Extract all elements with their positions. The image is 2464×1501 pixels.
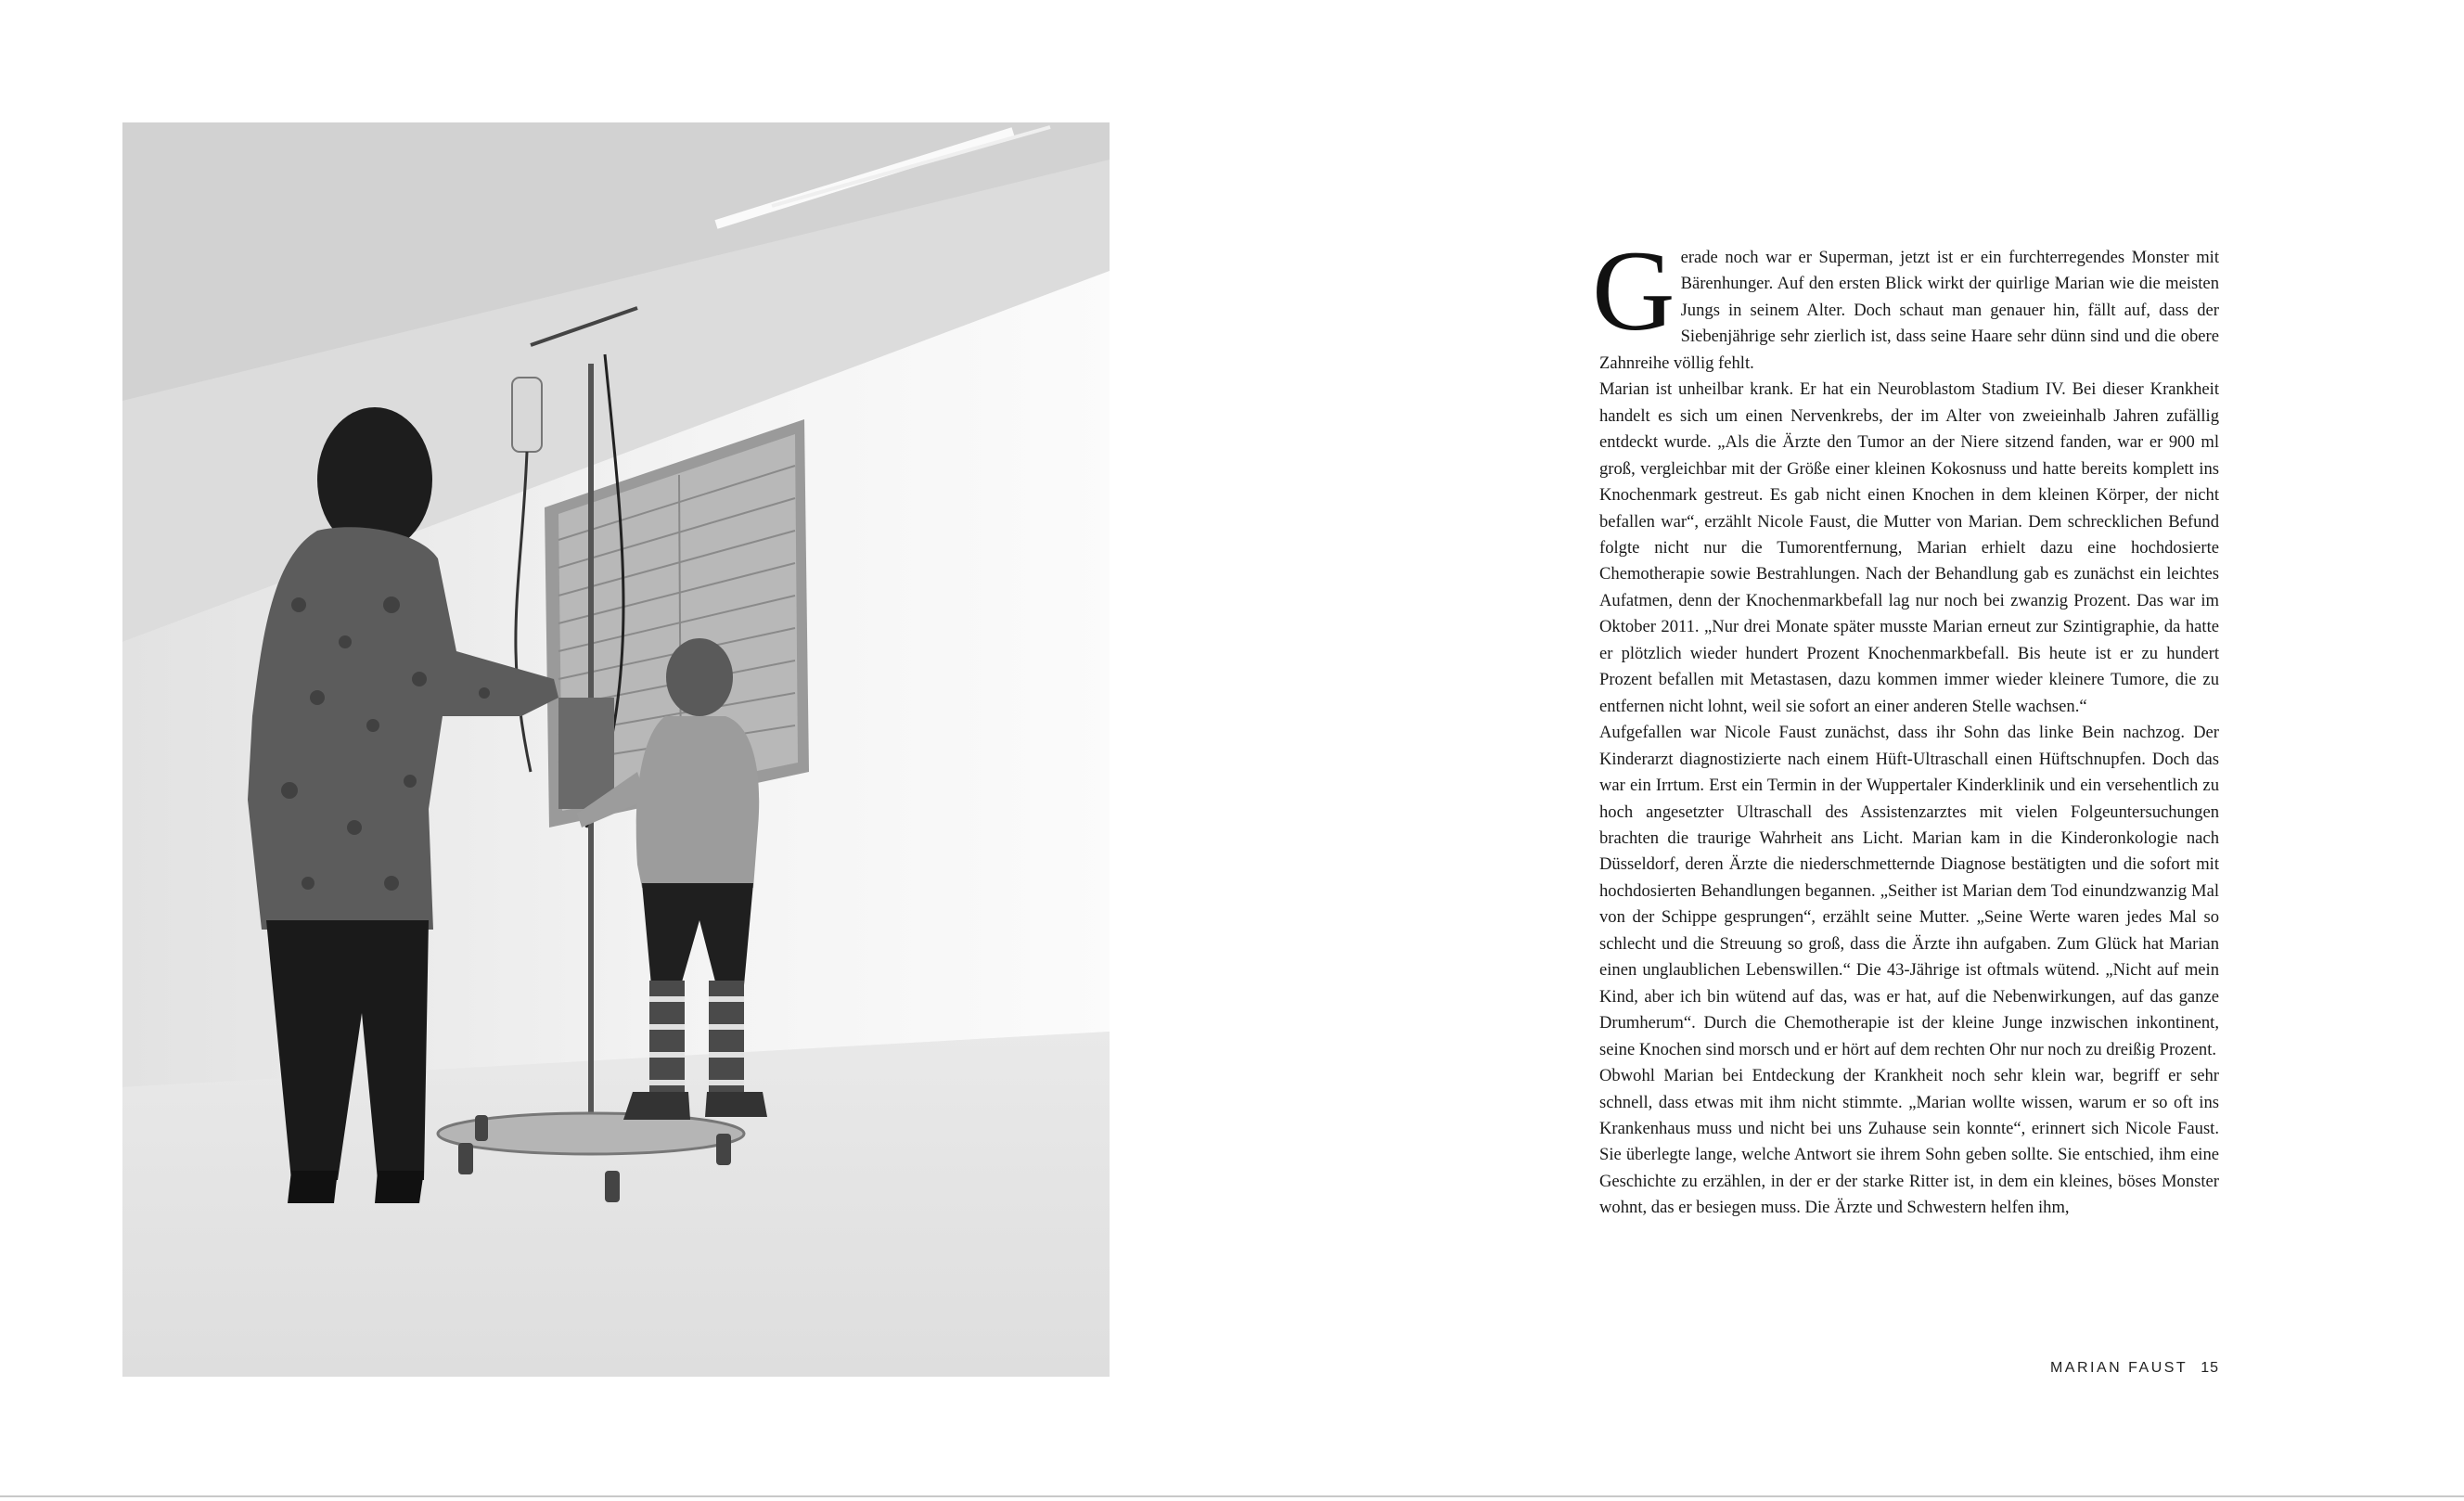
- hospital-corridor-photo-icon: [122, 122, 1110, 1377]
- article-paragraph: Marian ist unheilbar krank. Er hat ein Neuroblastom Stadium IV. Bei dieser Krankheit handelt es sich um einen Nervenkrebs, der im Alter von zweieinhalb Jahren zufällig entdeckt wurde. „Als die Ärzte den Tumor an der Niere sitzend fanden, war er 900 ml groß, vergleichbar mit der Größe einer kleinen Kokosnuss und hatte bereits komplett ins Knochenmark gestreut. Es gab nicht einen Knochen in dem kleinen Körper, der nicht befallen war“, erzählt Nicole Faust, die Mutter von Marian. Dem schrecklichen Befund folgte nicht nur die Tumorentfernung, Marian erhielt dazu eine hochdosierte Chemotherapie sowie Bestrahlungen. Nach der Behandlung gab es zunächst ein leichtes Aufatmen, denn der Knochenmarkbefall lag nur noch bei zwanzig Prozent. Das war im Oktober 2011. „Nur drei Monate später musste Marian erneut zur Szintigraphie, da hatte er plötzlich wieder hundert Prozent Knochenmarkbefall. Bis heute ist er zu hundert Prozent befallen mit Metastasen, dazu kommen immer wieder kleinere Tumore, die zu entfernen nicht lohnt, weil sie sofort an einer anderen Stelle wachsen.“: [1599, 379, 2219, 716]
- article-paragraph: Aufgefallen war Nicole Faust zunächst, dass ihr Sohn das linke Bein nachzog. Der Kinderarzt diagnostizierte nach einem Hüft-Ultraschall einen Hüftschnupfen. Doch das war ein Irrtum. Erst ein Termin in der Wuppertaler Kinderklinik und ein versehentlich zu hoch angesetzter Ultraschall des Assistenzarztes mit vielen Folgeuntersuchungen brachten die traurige Wahrheit ans Licht. Marian kam in die Kinderonkologie nach Düsseldorf, deren Ärzte die niederschmetternde Diagnose bestätigten und die sofort mit hochdosierten Behandlungen begannen. „Seither ist Marian dem Tod einundzwanzig Mal von der Schippe gesprungen“, erzählt seine Mutter. „Seine Werte waren jedes Mal so schlecht und die Streuung so groß, dass die Ärzte ihn aufgaben. Zum Glück hat Marian einen unglaublichen Lebenswillen.“ Die 43-Jährige ist oftmals wütend. „Nicht auf mein Kind, aber ich bin wütend auf das, was er hat, auf die Nebenwirkungen, auf das ganze Drumherum“. Durch die Chemotherapie ist der kleine Junge inzwischen inkontinent, seine Knochen sind morsch und er hört auf dem rechten Ohr nur noch zu dreißig Prozent.: [1599, 723, 2219, 1059]
- running-head: MARIAN FAUST: [2049, 1360, 2188, 1376]
- article-paragraph: [1592, 227, 2219, 377]
- drop-cap: G: [1592, 227, 1675, 354]
- article-body: [1592, 227, 2219, 1222]
- page-number: 15: [2201, 1360, 2219, 1376]
- article-paragraph-text: erade noch war er Superman, jetzt ist er ein furchterregendes Monster mit Bärenhunger. Auf den ersten Blick wirkt der quirlige Marian wie die meisten Jungs in seinem Alter. Doch schaut man genauer hin, fällt auf, dass der Siebenjährige sehr zierlich ist, dass seine Haare sehr dünn sind und die obere Zahnreihe völlig fehlt.: [1599, 248, 2219, 373]
- page-footer: [2050, 1360, 2219, 1377]
- corridor-photo: [122, 122, 1110, 1377]
- page-bottom-divider: [0, 1495, 2464, 1497]
- article-paragraph: Obwohl Marian bei Entdeckung der Krankheit noch sehr klein war, begriff er sehr schnell, dass etwas mit ihm nicht stimmte. „Marian wollte wissen, warum er so oft ins Krankenhaus muss und nicht bei uns Zuhause sein konnte“, erinnert sich Nicole Faust. Sie überlegte lange, welche Antwort sie ihrem Sohn geben sollte. Sie entschied, ihm eine Geschichte zu erzählen, in der er der starke Ritter ist, in dem ein kleines, böses Monster wohnt, das er besiegen muss. Die Ärzte und Schwestern helfen ihm,: [1599, 1066, 2219, 1218]
